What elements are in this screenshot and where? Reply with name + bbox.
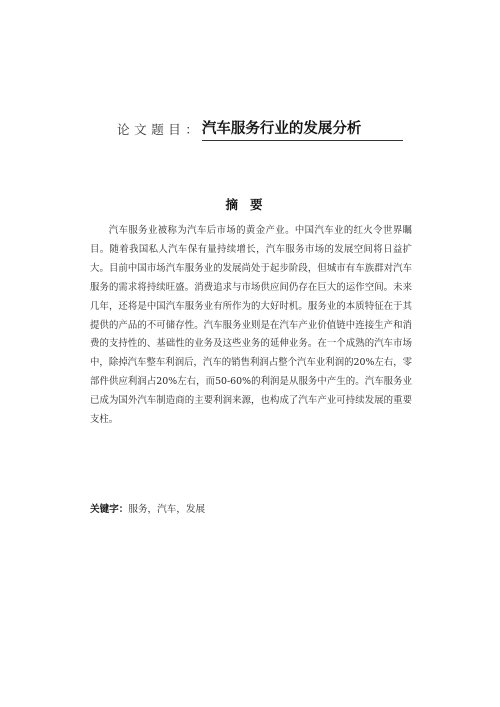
keywords-line: [90, 501, 205, 515]
keywords-label: 关键字：: [90, 504, 129, 515]
abstract-body: 汽车服务业被称为汽车后市场的黄金产业。中国汽车业的红火令世界瞩目。随着我国私人汽车保有量持续增长，汽车服务市场的发展空间将日益扩大。目前中国市场汽车服务业的发展尚处于起步阶段，但城市有车族群对汽车服务的需求将持续旺盛。消费追求与市场供应间仍存在巨大的运作空间。未来几年，还将是中国汽车服务业有所作为的大好时机。服务业的本质特征在于其提供的产品的不可储存性。汽车服务业则是在汽车产业价值链中连接生产和消费的支持性的、基础性的业务及这些业务的延伸业务。在一个成熟的汽车市场中，除掉汽车整车利润后，汽车的销售利润占整个汽车业利润的20%左右，零部件供应利润占20%左右，而50-60%的利润是从服务中产生的。汽车服务业已成为国外汽车制造商的主要利润来源，也构成了汽车产业可持续发展的重要支柱。: [90, 225, 412, 426]
keywords-value: 服务，汽车，发展: [128, 504, 206, 515]
thesis-title: 汽车服务行业的发展分析: [202, 117, 403, 141]
thesis-title-row: [117, 119, 403, 141]
thesis-title-label: 论文题目: [117, 122, 186, 137]
abstract-heading: 摘要: [225, 197, 275, 212]
thesis-title-colon: ：: [185, 122, 198, 137]
